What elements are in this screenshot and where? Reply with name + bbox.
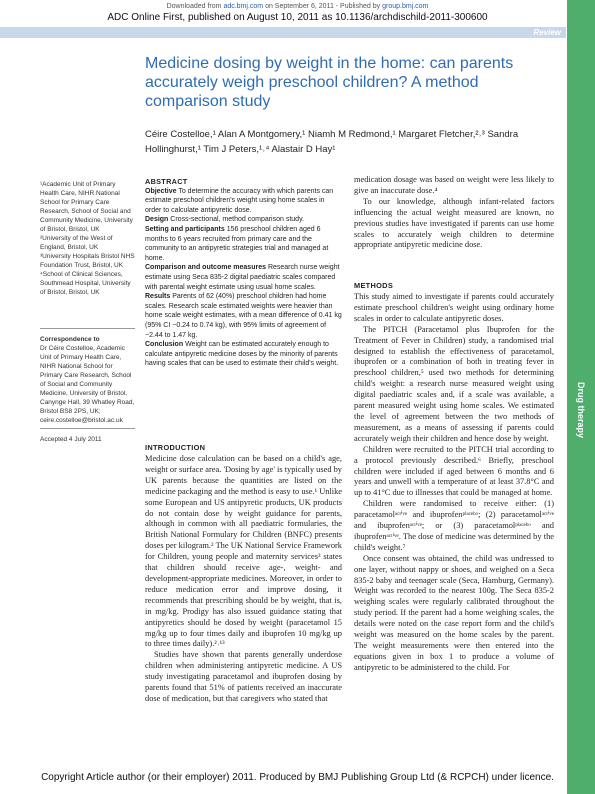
group-bmj-link[interactable]: group.bmj.com <box>382 3 429 10</box>
introduction-body <box>145 454 342 705</box>
correspondence <box>40 335 135 425</box>
methods-paragraph-1: This study aimed to investigate if parents could accurately estimate preschool children's weight using ordinary home scales in order to calculate antipyretic doses. <box>354 292 554 323</box>
outcome-label: Comparison and outcome measures <box>145 264 266 272</box>
right-paragraph-1: medication dosage was based on weight were less likely to give an inaccurate dose.⁴ <box>354 175 554 195</box>
abstract-conclusion <box>145 340 342 369</box>
design-text: Cross-sectional, method comparison study. <box>170 216 305 224</box>
introduction-paragraph-2: Studies have shown that parents generally underdose children when administering antipyretic medicine. A US study investigating paracetamol and ibuprofen dosing by parents found that 51% of patients received an inaccurate dose of medication, but that caregivers who stated that <box>145 650 342 703</box>
divider <box>40 328 135 329</box>
accepted-date: Accepted 4 July 2011 <box>40 436 102 443</box>
affiliation-4: ⁴School of Clinical Sciences, Southmead Hospital, University of Bristol, Bristol, UK <box>40 271 131 296</box>
article-title: Medicine dosing by weight in the home: can parents accurately weigh preschool children? A method comparison study <box>145 55 514 110</box>
methods-paragraph-5: Once consent was obtained, the child was undressed to one layer, without nappy or shoes, and weighed on a Seca 835-2 baby and teenager scale (Seca, Hamburg, Germany). Weight was recorded to the nearest 100g. The Seca 835-2 weighing scales were regularly calibrated throughout the study period. If the parent had a home weighing scales, the details were noted on the case report form and the child's weight was measured on the home scales by the parent. The weight measurements were then entered into the equations given in box 1 to produce a volume of antipyretic to be administered to the child. For <box>354 553 554 672</box>
abstract-results <box>145 292 342 340</box>
methods-heading: METHODS <box>354 281 394 290</box>
design-label: Design <box>145 216 169 224</box>
author-list: Céire Costelloe,¹ Alan A Montgomery,¹ Niamh M Redmond,¹ Margaret Fletcher,²˒³ Sandra Hollinghurst,¹ Tim J Peters,¹˒⁴ Alastair D Hay¹ <box>145 129 519 155</box>
section-bar <box>0 27 566 38</box>
abstract-setting <box>145 225 342 263</box>
right-column-top <box>354 175 554 251</box>
abstract-design <box>145 215 342 225</box>
methods-body <box>354 292 554 674</box>
side-tab-text: Drug therapy <box>576 381 586 439</box>
conclusion-text: Weight can be estimated accurately enough to calculate antipyretic medicine doses by the minority of parents having scales that can be used to estimate their child's weight. <box>145 341 339 368</box>
affiliation-2: ²University of the West of England, Bristol, UK <box>40 235 113 251</box>
setting-label: Setting and participants <box>145 225 225 233</box>
section-label: Review <box>533 28 561 37</box>
abstract-outcome <box>145 263 342 292</box>
affiliation-1: ¹Academic Unit of Primary Health Care, NIHR National School for Primary Care Research, School of Social and Community Medicine, University of Bristol, Bristol, UK <box>40 181 133 233</box>
setting-text: 156 preschool children aged 6 months to 6 years recruited from primary care and the community to an antipyretic strategies trial and managed at home. <box>145 225 329 262</box>
abstract-objective <box>145 187 342 216</box>
methods-paragraph-4: Children were randomised to receive either: (1) paracetamolᵃᶜᵗⁱᵛᵉ and ibuprofenᵖˡᵃᶜᵉᵇᵒ; (2) paracetamolᵃᶜᵗⁱᵛᵉ and ibuprofenᵃᶜᵗⁱᵛᵉ; or (3) paracetamolᵖˡᵃᶜᵉᵇᵒ and ibuprofenᵃᶜᵗⁱᵛᵉ. The dose of medicine was determined by the child's weight.⁷ <box>354 499 554 552</box>
correspondence-text: Dr Céire Costelloe, Academic Unit of Primary Health Care, NIHR National School for Primary Care Research, School of Social and Community Medicine, University of Bristol, Canynge Hall, 39 Whatley Road, Bristol BS8 2PS, UK; ceire.costelloe@bristol.ac.uk <box>40 345 135 424</box>
right-paragraph-2: To our knowledge, although infant-related factors influencing the actual weight measured are known, no previous studies have investigated if parents can use home scales to accurately weigh children to determine appropriate antipyretic medicine dose. <box>354 196 554 250</box>
abstract <box>145 177 342 369</box>
abstract-heading: ABSTRACT <box>145 177 188 186</box>
conclusion-label: Conclusion <box>145 341 184 349</box>
download-prefix: Downloaded from <box>166 3 222 10</box>
introduction-heading: INTRODUCTION <box>145 443 206 452</box>
results-label: Results <box>145 293 171 301</box>
outcome-text: Research nurse weight estimate using Seca 835-2 digital paediatric scales compared with parental weight estimate using usual home scales. <box>145 264 340 291</box>
methods-paragraph-3: Children were recruited to the PITCH trial according to a protocol previously described.⁶ Briefly, preschool children were included if aged between 6 months and 6 years and unwell with a temperature of at least 37.8°C and up to 41°C due to illnesses that could be managed at home. <box>354 444 554 498</box>
download-notice <box>0 3 595 10</box>
correspondence-heading: Correspondence to <box>40 336 100 343</box>
methods-paragraph-2: The PITCH (Paracetamol plus Ibuprofen for the Treatment of Fever in Children) study, a randomised trial designed to establish the effectiveness of paracetamol, ibuprofen or a combination of both in treating fever in preschool children,⁵ used two methods for determining child's weight: a research nurse measured weight using digital paediatric scales and, if a scale was available, a parent measured weight using home scales. We estimated the level of agreement between the two methods of measurement, as a means of assessing if parents could accurately weigh their children and hence dose by weight. <box>354 324 554 443</box>
objective-text: To determine the accuracy with which parents can estimate preschool children's weight using home scales in order to calculate antipyretic dose. <box>145 187 334 214</box>
affiliation-3: ³University Hospitals Bristol NHS Foundation Trust, Bristol, UK <box>40 253 135 269</box>
side-tab-label <box>566 365 595 455</box>
affiliations <box>40 180 135 297</box>
introduction-paragraph-1: Medicine dose calculation can be based on a child's age, weight or surface area. 'Dosing by age' is typically used by UK parents because the quantities are listed on the medicine packaging and the method is easy to use.¹ Unlike some European and US antipyretic products, UK products do not contain dose by weight guidance for parents, although in common with all paediatric formularies, the British National Formulary for Children (BNFC) presents doses per kilogram.² The UK National Service Framework for Children, young people and maternity services³ states that children should receive age-, weight- and development-appropriate medicines. Moreover, in order to reduce medication error and improve dosing, it recommends that prescribing should be by weight, that is, in mg/kg. Prodigy has also issued guidance stating that antipyretics should be dosed by weight (paracetamol 15 mg/kg up to four times daily and ibuprofen 10 mg/kg up to three times daily).²˒¹³ <box>145 454 342 649</box>
copyright-footer: Copyright Article author (or their employer) 2011. Produced by BMJ Publishing Group Ltd (& RCPCH) under licence. <box>41 772 554 783</box>
results-text: Parents of 62 (40%) preschool children had home scales. Research scale estimated weights were heavier than home scale weight estimates, with a mean difference of 0.41 kg (95% CI −0.24 to 0.74 kg), with 95% limits of agreement of −2.44 to 1.47 kg. <box>145 293 342 339</box>
objective-label: Objective <box>145 187 177 195</box>
divider <box>40 428 135 429</box>
download-mid: on September 6, 2011 - Published by <box>265 3 381 10</box>
adc-link[interactable]: adc.bmj.com <box>223 3 264 10</box>
publication-line: ADC Online First, published on August 10, 2011 as 10.1136/archdischild-2011-300600 <box>107 12 488 23</box>
